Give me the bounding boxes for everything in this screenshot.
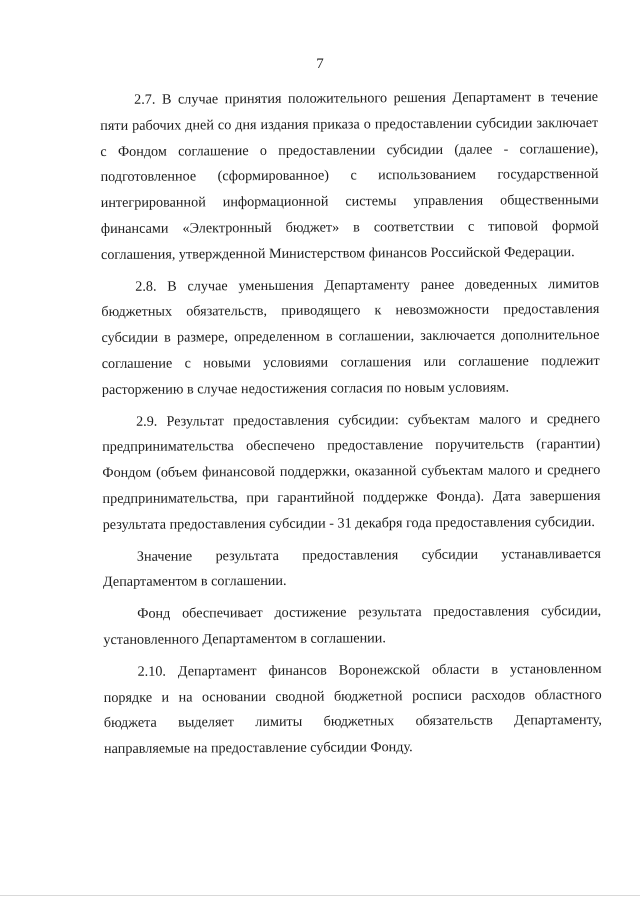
paragraph-2-8: 2.8. В случае уменьшения Департаменту ранее доведенных лимитов бюджетных обязательств, приводящего к невозможности предоставления субсидии в размере, определенном в соглашении, заключается дополнительное соглашение с новыми условиями соглашения или соглашение подлежит расторжению в случае недостижения согласия по новым условиям. — [101, 275, 600, 398]
paragraph-2-10: 2.10. Департамент финансов Воронежской области в установленном порядке и на основании сводной бюджетной росписи расходов областного бюджета выделяет лимиты бюджетных обязательств Департаменту, направляемые на предоставление субсидии Фонду. — [103, 660, 602, 758]
page-number: 7 — [316, 56, 324, 72]
document-body — [100, 85, 602, 763]
paragraph-2-7: 2.7. В случае принятия положительного решения Департамент в течение пяти рабочих дней со дня издания приказа о предоставлении субсидии заключает с Фондом соглашение о предоставлении субсидии (далее - соглашение), подготовленное (сформированное) с использованием государственной интегрированной информационной системы управления общественными финансами «Электронный бюджет» в соответствии с типовой формой соглашения, утвержденной Министерством финансов Российской Федерации. — [100, 88, 599, 263]
paragraph-result-value: Значение результата предоставления субсидии устанавливается Департаментом в соглашении. — [102, 545, 601, 591]
scan-bottom-edge — [0, 895, 640, 896]
paragraph-2-9: 2.9. Результат предоставления субсидии: субъектам малого и среднего предпринимательства обеспечено предоставление поручительств (гарантии) Фондом (объем финансовой поддержки, оказанной субъектам малого и среднего предпринимательства, при гарантийной поддержке Фонда). Дата завершения результата предоставления субсидии - 31 декабря года предоставления субсидии. — [102, 410, 601, 533]
paragraph-result-achievement: Фонд обеспечивает достижение результата предоставления субсидии, установленного Департаментом в соглашении. — [103, 603, 602, 648]
